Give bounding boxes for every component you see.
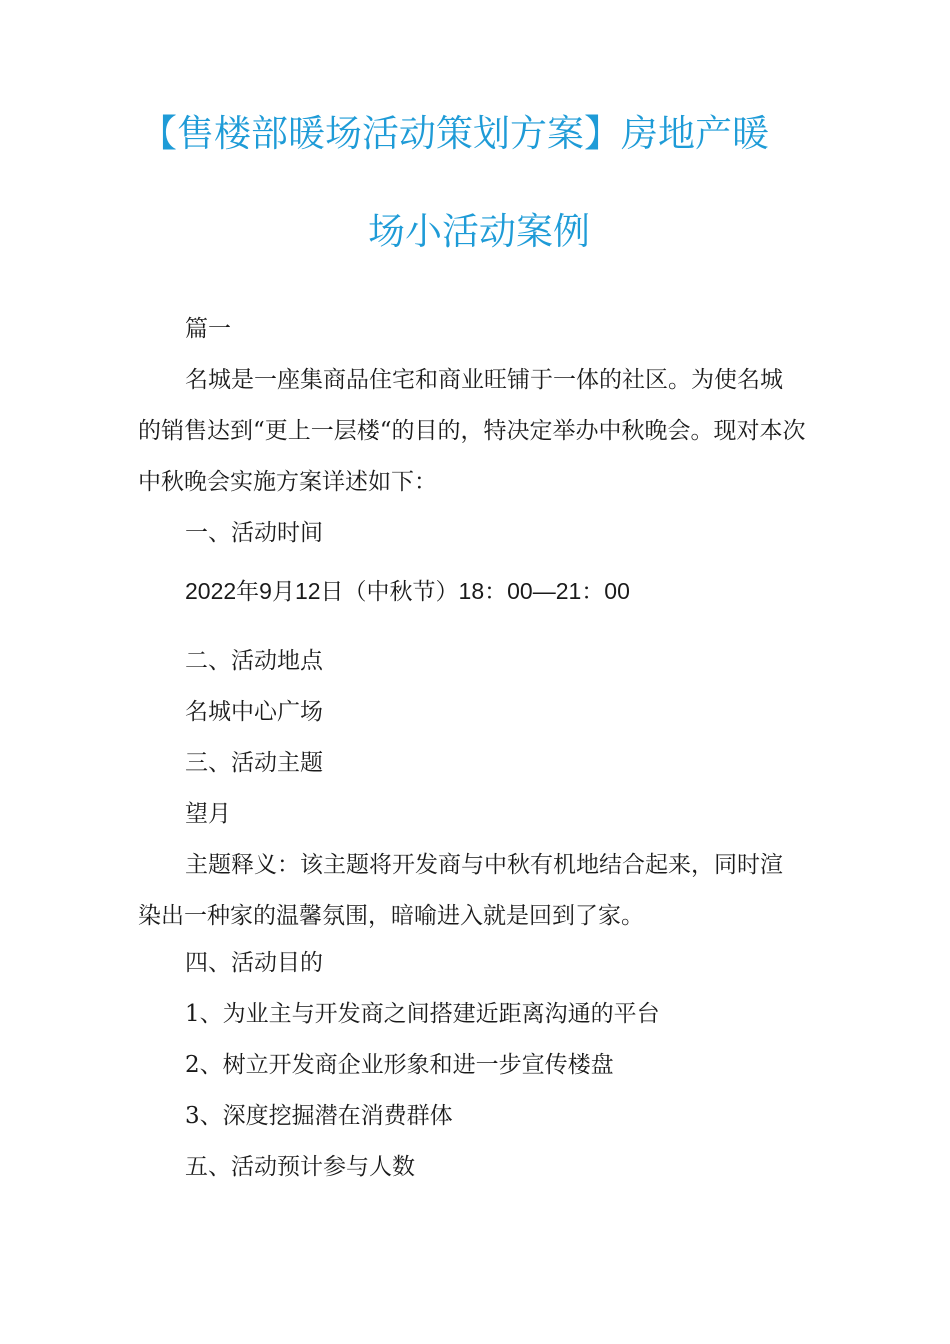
list-item: 1、为业主与开发商之间搭建近距离沟通的平台	[185, 1001, 660, 1027]
body-paragraph: 的销售达到“更上一层楼“的目的，特决定举办中秋晚会。现对本次	[138, 418, 806, 444]
list-item: 3、深度挖掘潜在消费群体	[185, 1103, 453, 1129]
section-heading: 二、活动地点	[185, 648, 323, 674]
section-heading: 三、活动主题	[185, 750, 323, 776]
body-paragraph: 中秋晚会实施方案详述如下：	[138, 469, 437, 495]
event-time: 2022年9月12日（中秋节）18：00—21：00	[185, 578, 630, 604]
body-paragraph: 染出一种家的温馨氛围，暗喻进入就是回到了家。	[138, 903, 644, 929]
body-paragraph: 主题释义：该主题将开发商与中秋有机地结合起来，同时渲	[185, 852, 783, 878]
document-title-line-1: 【售楼部暖场活动策划方案】房地产暖	[140, 112, 769, 155]
section-heading: 五、活动预计参与人数	[185, 1154, 415, 1180]
document-title-line-2: 场小活动案例	[368, 210, 590, 253]
body-paragraph: 望月	[185, 801, 231, 827]
body-paragraph: 名城是一座集商品住宅和商业旺铺于一体的社区。为使名城	[185, 367, 783, 393]
section-heading: 四、活动目的	[185, 950, 323, 976]
section-label: 篇一	[185, 316, 231, 342]
section-heading: 一、活动时间	[185, 520, 323, 546]
body-paragraph: 名城中心广场	[185, 699, 323, 725]
list-item: 2、树立开发商企业形象和进一步宣传楼盘	[185, 1052, 614, 1078]
